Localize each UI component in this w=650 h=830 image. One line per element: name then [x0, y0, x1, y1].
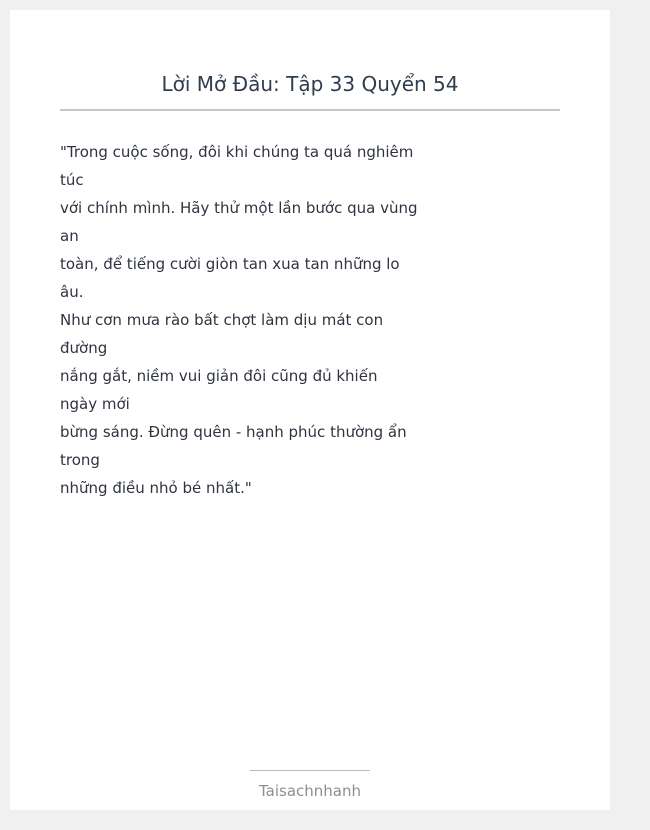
text-line: Như cơn mưa rào bất chợt làm dịu mát con [60, 311, 384, 329]
footer-divider [250, 770, 370, 771]
text-line: đường [60, 339, 108, 357]
text-line: toàn, để tiếng cười giòn tan xua tan những lo [60, 255, 400, 273]
text-line: an [60, 227, 79, 245]
page [10, 10, 610, 810]
text-line: trong [60, 451, 100, 469]
footer-brand: Taisachnhanh [258, 782, 362, 800]
text-line: những điều nhỏ bé nhất." [60, 479, 252, 497]
title-divider [60, 109, 560, 111]
text-line: âu. [60, 283, 84, 301]
body-text [60, 138, 420, 502]
text-line: với chính mình. Hãy thử một lần bước qua vùng [60, 199, 418, 217]
text-line: túc [60, 171, 84, 189]
text-line: bừng sáng. Đừng quên - hạnh phúc thường ẩn [60, 423, 407, 441]
text-line: ngày mới [60, 395, 130, 413]
text-line: "Trong cuộc sống, đôi khi chúng ta quá nghiêm [60, 143, 414, 161]
page-title: Lời Mở Đầu: Tập 33 Quyển 54 [161, 72, 459, 96]
text-line: nắng gắt, niềm vui giản đôi cũng đủ khiến [60, 367, 378, 385]
